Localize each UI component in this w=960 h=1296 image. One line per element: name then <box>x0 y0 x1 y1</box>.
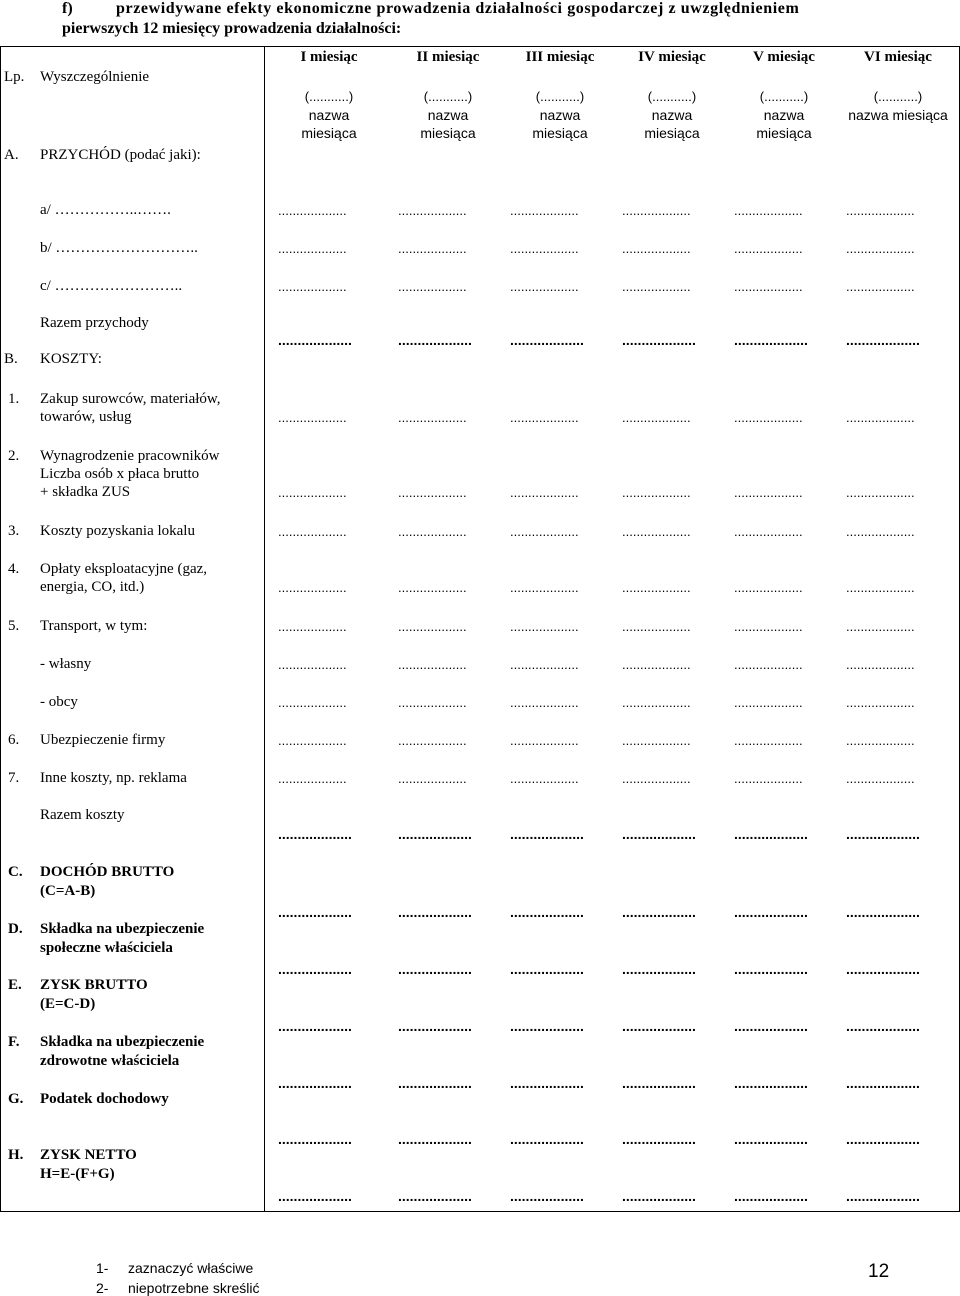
summary-value-field: ................... <box>622 1131 696 1147</box>
cost-value-field: ................... <box>734 733 803 748</box>
summary-row-label: społeczne właściciela <box>40 940 173 956</box>
cost-value-field: ................... <box>278 733 347 748</box>
footnote-number: 2- <box>96 1280 109 1296</box>
summary-value-field: ................... <box>622 1018 696 1034</box>
summary-value-field: ................... <box>398 961 472 977</box>
summary-value-field: ................... <box>622 1188 696 1204</box>
cost-value-field: ................... <box>398 733 467 748</box>
income-value-field: ................... <box>278 279 347 294</box>
cost-value-field: ................... <box>846 524 915 539</box>
table-left-border <box>0 46 1 1212</box>
cost-value-field: ................... <box>278 657 347 672</box>
summary-value-field: ................... <box>622 904 696 920</box>
summary-row-label: (E=C-D) <box>40 996 96 1012</box>
cost-row-label: energia, CO, itd.) <box>40 579 145 595</box>
cost-value-field: ................... <box>510 485 579 500</box>
heading-prefix: f) <box>62 0 73 17</box>
summary-value-field: ................... <box>398 1188 472 1204</box>
month-header: IV miesiąc <box>638 49 706 65</box>
cost-value-field: ................... <box>622 619 691 634</box>
month-name-line1: nazwa <box>427 107 469 123</box>
summary-value-field: ................... <box>734 1075 808 1091</box>
month-placeholder: (...........) <box>759 89 809 104</box>
summary-value-field: ................... <box>846 1131 920 1147</box>
section-b-label: KOSZTY: <box>40 351 102 367</box>
income-value-field: ................... <box>510 203 579 218</box>
income-value-field: ................... <box>278 241 347 256</box>
cost-value-field: ................... <box>278 485 347 500</box>
summary-value-field: ................... <box>510 1075 584 1091</box>
cost-value-field: ................... <box>846 695 915 710</box>
summary-value-field: ................... <box>278 1075 352 1091</box>
summary-row-letter: C. <box>8 864 23 880</box>
cost-row-label: towarów, usług <box>40 409 132 425</box>
cost-value-field: ................... <box>846 580 915 595</box>
cost-total-field: ................... <box>398 826 472 842</box>
cost-row-label: Liczba osób x płaca brutto <box>40 466 200 482</box>
wyszczegolnienie-header: Wyszczególnienie <box>40 69 150 85</box>
cost-value-field: ................... <box>398 657 467 672</box>
cost-row-number: 5. <box>8 618 20 634</box>
summary-value-field: ................... <box>398 1018 472 1034</box>
cost-value-field: ................... <box>734 524 803 539</box>
income-value-field: ................... <box>278 203 347 218</box>
cost-value-field: ................... <box>734 771 803 786</box>
cost-value-field: ................... <box>622 524 691 539</box>
income-value-field: ................... <box>622 203 691 218</box>
cost-value-field: ................... <box>622 485 691 500</box>
income-value-field: ................... <box>622 279 691 294</box>
cost-row-label: Koszty pozyskania lokalu <box>40 523 195 539</box>
summary-row-label: Składka na ubezpieczenie <box>40 921 205 937</box>
summary-value-field: ................... <box>846 904 920 920</box>
cost-value-field: ................... <box>510 771 579 786</box>
summary-row-letter: G. <box>8 1091 24 1107</box>
income-total-field: ................... <box>846 332 920 348</box>
cost-total-field: ................... <box>734 826 808 842</box>
income-value-field: ................... <box>398 203 467 218</box>
month-header: III miesiąc <box>525 49 595 65</box>
month-header: VI miesiąc <box>864 49 932 65</box>
cost-row-label: Transport, w tym: <box>40 618 148 634</box>
summary-row-letter: F. <box>8 1034 20 1050</box>
cost-value-field: ................... <box>278 580 347 595</box>
cost-value-field: ................... <box>622 695 691 710</box>
summary-value-field: ................... <box>278 1131 352 1147</box>
summary-value-field: ................... <box>278 961 352 977</box>
section-a-letter: A. <box>4 147 19 163</box>
summary-value-field: ................... <box>734 1131 808 1147</box>
cost-value-field: ................... <box>734 580 803 595</box>
income-total-field: ................... <box>398 332 472 348</box>
cost-total-field: ................... <box>622 826 696 842</box>
income-row-label: b/ ……………………….. <box>40 240 198 256</box>
summary-row-label: (C=A-B) <box>40 883 96 899</box>
income-value-field: ................... <box>510 279 579 294</box>
summary-value-field: ................... <box>734 961 808 977</box>
cost-row-number: 1. <box>8 391 20 407</box>
cost-row-label: Ubezpieczenie firmy <box>40 732 166 748</box>
cost-row-label: Inne koszty, np. reklama <box>40 770 187 786</box>
summary-value-field: ................... <box>510 961 584 977</box>
footnote-text: niepotrzebne skreślić <box>128 1280 260 1296</box>
income-total-field: ................... <box>278 332 352 348</box>
income-total-label: Razem przychody <box>40 315 149 331</box>
summary-value-field: ................... <box>398 904 472 920</box>
summary-row-label: ZYSK NETTO <box>40 1147 137 1163</box>
month-name-line2: miesiąca <box>532 125 588 141</box>
income-value-field: ................... <box>846 241 915 256</box>
cost-value-field: ................... <box>846 485 915 500</box>
summary-row-label: Składka na ubezpieczenie <box>40 1034 205 1050</box>
lp-header: Lp. <box>4 69 25 85</box>
summary-value-field: ................... <box>622 1075 696 1091</box>
footnote-text: zaznaczyć właściwe <box>128 1260 254 1276</box>
summary-value-field: ................... <box>846 1018 920 1034</box>
summary-row-label: Podatek dochodowy <box>40 1091 169 1107</box>
cost-value-field: ................... <box>398 695 467 710</box>
cost-value-field: ................... <box>734 657 803 672</box>
summary-value-field: ................... <box>734 1188 808 1204</box>
month-name-line1: nazwa <box>539 107 581 123</box>
cost-value-field: ................... <box>622 771 691 786</box>
income-value-field: ................... <box>846 203 915 218</box>
summary-row-letter: E. <box>8 977 22 993</box>
income-value-field: ................... <box>734 241 803 256</box>
cost-value-field: ................... <box>278 619 347 634</box>
month-header: I miesiąc <box>300 49 358 65</box>
cost-value-field: ................... <box>278 695 347 710</box>
month-header: V miesiąc <box>753 49 815 65</box>
cost-value-field: ................... <box>398 485 467 500</box>
summary-row-label: ZYSK BRUTTO <box>40 977 148 993</box>
heading-line1: przewidywane efekty ekonomiczne prowadzenia działalności gospodarczej z uwzględnieniem <box>116 0 800 17</box>
summary-value-field: ................... <box>846 1188 920 1204</box>
cost-value-field: ................... <box>510 657 579 672</box>
section-a-label: PRZYCHÓD (podać jaki): <box>40 147 201 163</box>
summary-value-field: ................... <box>278 904 352 920</box>
summary-value-field: ................... <box>398 1131 472 1147</box>
income-value-field: ................... <box>734 279 803 294</box>
cost-total-field: ................... <box>278 826 352 842</box>
summary-value-field: ................... <box>278 1188 352 1204</box>
cost-value-field: ................... <box>510 619 579 634</box>
month-header: II miesiąc <box>416 49 480 65</box>
cost-value-field: ................... <box>622 410 691 425</box>
month-name-line1: nazwa <box>763 107 805 123</box>
income-total-field: ................... <box>734 332 808 348</box>
income-total-field: ................... <box>510 332 584 348</box>
cost-value-field: ................... <box>278 410 347 425</box>
month-placeholder: (...........) <box>535 89 585 104</box>
summary-value-field: ................... <box>734 1018 808 1034</box>
cost-row-number: 3. <box>8 523 20 539</box>
cost-value-field: ................... <box>510 580 579 595</box>
column-divider-label <box>264 46 265 1212</box>
cost-value-field: ................... <box>846 657 915 672</box>
income-value-field: ................... <box>734 203 803 218</box>
cost-row-number: 4. <box>8 561 20 577</box>
table-bottom-border <box>0 1211 960 1212</box>
month-placeholder: (...........) <box>304 89 354 104</box>
cost-value-field: ................... <box>398 524 467 539</box>
summary-row-letter: H. <box>8 1147 24 1163</box>
cost-row-label: + składka ZUS <box>40 484 131 500</box>
summary-value-field: ................... <box>510 1188 584 1204</box>
cost-value-field: ................... <box>846 733 915 748</box>
cost-value-field: ................... <box>622 733 691 748</box>
summary-value-field: ................... <box>510 1131 584 1147</box>
cost-row-number: 2. <box>8 448 20 464</box>
summary-row-label: H=E-(F+G) <box>40 1166 115 1182</box>
section-b-letter: B. <box>4 351 18 367</box>
cost-value-field: ................... <box>278 524 347 539</box>
cost-value-field: ................... <box>622 580 691 595</box>
cost-value-field: ................... <box>734 485 803 500</box>
cost-value-field: ................... <box>846 619 915 634</box>
summary-row-letter: D. <box>8 921 23 937</box>
cost-row-number: 7. <box>8 770 20 786</box>
cost-value-field: ................... <box>510 410 579 425</box>
cost-value-field: ................... <box>398 580 467 595</box>
heading-line2: pierwszych 12 miesięcy prowadzenia działalności: <box>62 20 402 37</box>
summary-value-field: ................... <box>622 961 696 977</box>
cost-value-field: ................... <box>510 695 579 710</box>
summary-value-field: ................... <box>510 1018 584 1034</box>
summary-row-label: zdrowotne właściciela <box>40 1053 180 1069</box>
cost-total-field: ................... <box>846 826 920 842</box>
summary-value-field: ................... <box>278 1018 352 1034</box>
income-total-field: ................... <box>622 332 696 348</box>
month-name-line2: miesiąca <box>644 125 700 141</box>
month-placeholder: (...........) <box>423 89 473 104</box>
cost-row-label: Wynagrodzenie pracowników <box>40 448 220 464</box>
cost-value-field: ................... <box>734 695 803 710</box>
month-name-line1: nazwa <box>308 107 350 123</box>
cost-value-field: ................... <box>398 410 467 425</box>
cost-value-field: ................... <box>846 410 915 425</box>
summary-value-field: ................... <box>398 1075 472 1091</box>
summary-value-field: ................... <box>734 904 808 920</box>
cost-value-field: ................... <box>846 771 915 786</box>
cost-value-field: ................... <box>398 771 467 786</box>
cost-value-field: ................... <box>734 410 803 425</box>
page-number: 12 <box>868 1261 890 1282</box>
month-name-single: nazwa miesiąca <box>848 107 948 123</box>
cost-row-label: Zakup surowców, materiałów, <box>40 391 221 407</box>
footnote-number: 1- <box>96 1260 109 1276</box>
cost-total-field: ................... <box>510 826 584 842</box>
cost-row-number: 6. <box>8 732 20 748</box>
cost-total-label: Razem koszty <box>40 807 125 823</box>
month-placeholder: (...........) <box>647 89 697 104</box>
income-value-field: ................... <box>622 241 691 256</box>
cost-value-field: ................... <box>734 619 803 634</box>
summary-value-field: ................... <box>846 1075 920 1091</box>
month-name-line2: miesiąca <box>756 125 812 141</box>
cost-row-label: - obcy <box>40 694 78 710</box>
cost-value-field: ................... <box>398 619 467 634</box>
summary-value-field: ................... <box>846 961 920 977</box>
summary-value-field: ................... <box>510 904 584 920</box>
cost-row-label: Opłaty eksploatacyjne (gaz, <box>40 561 208 577</box>
income-value-field: ................... <box>398 279 467 294</box>
income-value-field: ................... <box>398 241 467 256</box>
cost-row-label: - własny <box>40 656 92 672</box>
cost-value-field: ................... <box>622 657 691 672</box>
month-name-line1: nazwa <box>651 107 693 123</box>
cost-value-field: ................... <box>510 733 579 748</box>
summary-row-label: DOCHÓD BRUTTO <box>40 864 175 880</box>
month-placeholder: (...........) <box>873 89 923 104</box>
income-row-label: c/ …………………….. <box>40 278 183 294</box>
table-top-border <box>0 46 960 47</box>
income-value-field: ................... <box>846 279 915 294</box>
income-value-field: ................... <box>510 241 579 256</box>
month-name-line2: miesiąca <box>420 125 476 141</box>
month-name-line2: miesiąca <box>301 125 357 141</box>
cost-value-field: ................... <box>510 524 579 539</box>
cost-value-field: ................... <box>278 771 347 786</box>
income-row-label: a/ ……………..……. <box>40 202 171 218</box>
